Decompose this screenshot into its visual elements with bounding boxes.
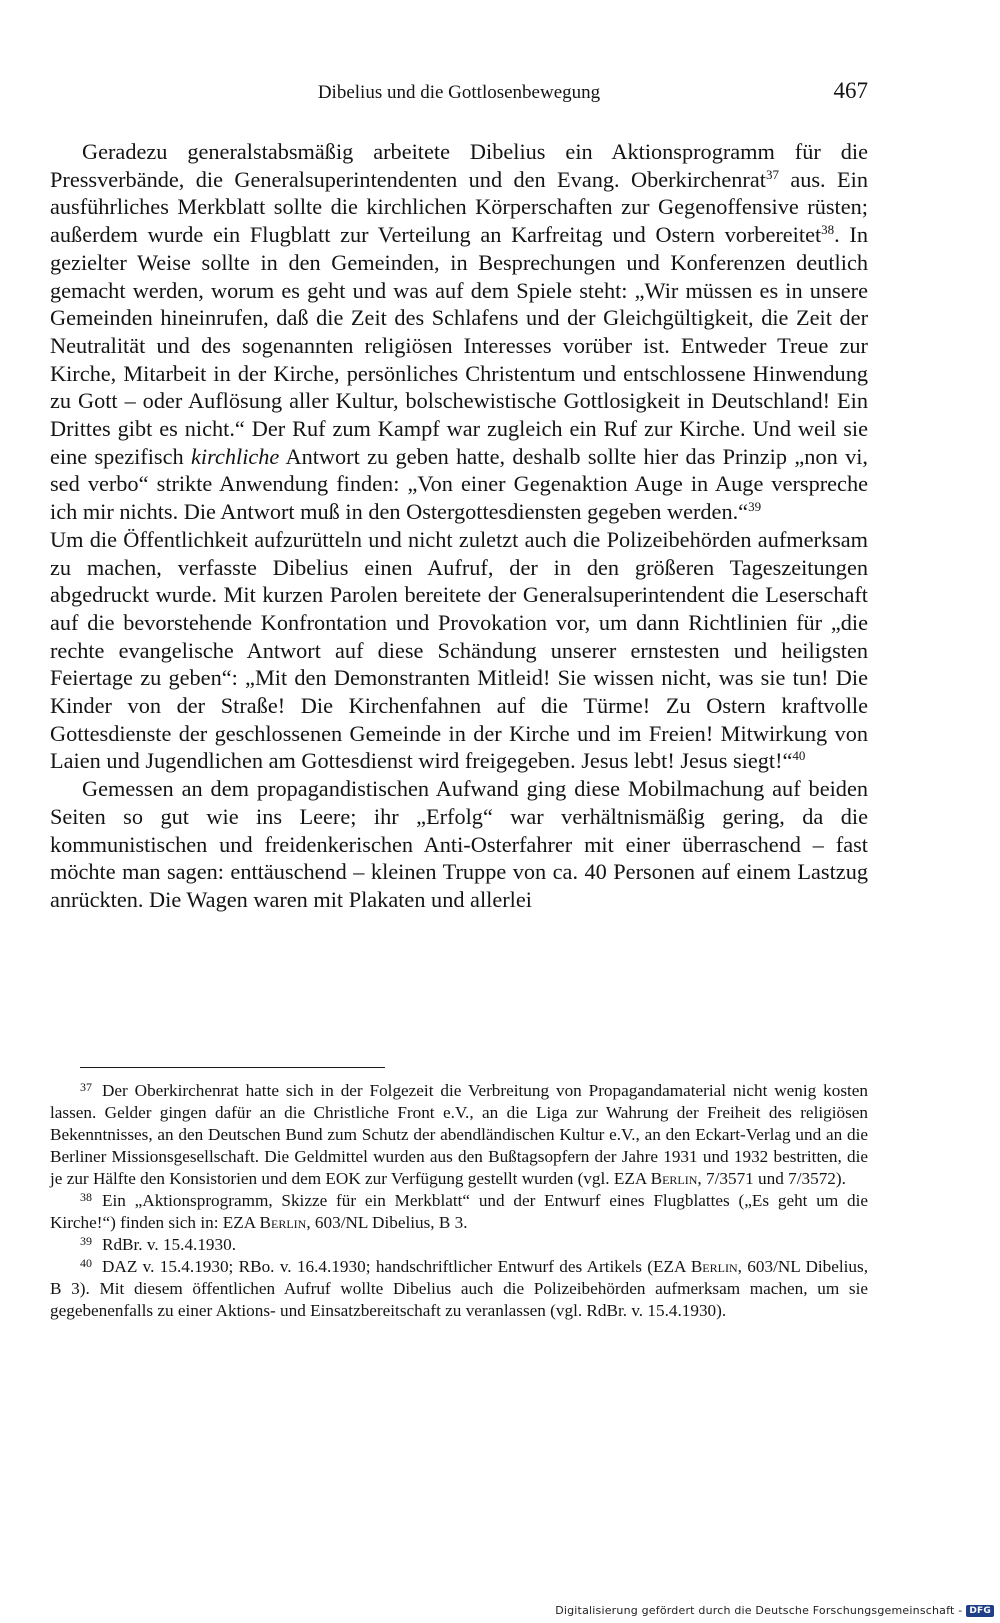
paragraph-2-text: Um die Öffentlichkeit aufzurütteln und nicht zuletzt auch die Polizeibehörden aufmerksam zu machen, verfasste Dibelius einen Aufruf, der in den größeren Tageszeitungen abgedruckt wurde. Mit kurzen Parolen bereitete der Generalsuperintendent die Leserschaft auf die bevorstehende Konfrontation und Provokation vor, um dann Richtlinien für „die rechte evangelische Antwort auf diese Schändung unserer ernstesten und heiligsten Feiertage zu geben“: „Mit den Demonstranten Mitleid! Sie wissen nicht, was sie tun! Die Kinder von der Straße! Die Kirchenfahnen auf die Türme! Zu Ostern kraftvolle Gottesdienste der geschlossenen Gemeinde in der Kirche und im Freien! Mitwirkung von Laien und Jugendlichen am Gottesdienst wird freigegeben. Jesus lebt! Jesus siegt!“ [50,526,868,774]
digitization-credit: Digitalisierung gefördert durch die Deutsche Forschungsgemeinschaft - [555,1604,963,1617]
footnotes [50,1080,868,1322]
footnote-37 [50,1080,868,1190]
footnote-ref-39: 39 [748,499,762,515]
small-caps-text: Berlin [650,1169,698,1188]
paragraph-1-text-a: Geradezu generalstabsmäßig arbeitete Dibelius ein Aktionsprogramm für die Pressverbände, die Generalsuperintendenten und den Evang. Oberkirchenrat [50,139,868,192]
paragraph-3: Gemessen an dem propagandistischen Aufwand ging diese Mobilmachung auf beiden Seiten so gut wie ins Leere; ihr „Erfolg“ war verhältnismäßig gering, da die kommunistischen und freidenkerischen Anti-Osterfahrer mit einer überraschend – fast möchte man sagen: enttäuschend – kleinen Truppe von ca. 40 Personen auf einem Lastzug anrückten. Die Wagen waren mit Plakaten und allerlei [50,776,868,912]
footnote-ref-40: 40 [792,748,806,764]
footnote-number: 40 [80,1256,92,1270]
small-caps-text: Berlin [690,1257,738,1276]
footnote-number: 38 [80,1190,92,1204]
footnote-40 [50,1256,868,1322]
footnote-number: 39 [80,1234,92,1248]
footnote-text: Der Oberkirchenrat hatte sich in der Folgezeit die Verbreitung von Propagandamaterial nicht wenig kosten lassen. Gelder gingen dafür an die Christliche Front e.V., an die Liga zur Wahrung der Freiheit des religiösen Bekenntnisses, an den Deutschen Bund zum Schutz der abendländischen Kultur e.V., an den Eckart-Verlag und an die Berliner Missionsgesellschaft. Die Geldmittel wurden aus den Bußtagsopfern der Jahre 1931 und 1932 bestritten, die je zur Hälfte den Konsistorien und dem EOK zur Verfügung gestellt wurden (vgl. EZA [50,1081,868,1188]
paragraph-1-text-d: Antwort zu geben hatte, deshalb sollte hier das Prinzip „non vi, sed verbo“ strikte Anwendung finden: „Von einer Gegenaktion Auge in Auge verspreche ich mir nichts. Die Antwort muß in den Ostergottesdiensten gegeben werden.“ [50,443,868,525]
footnote-38 [50,1190,868,1234]
page-number: 467 [833,78,868,103]
italic-emphasis: kirchliche [191,443,280,469]
footnote-ref-38: 38 [821,222,835,238]
footnote-text-tail: , 7/3571 und 7/3572). [697,1169,846,1188]
footnote-text: DAZ v. 15.4.1930; RBo. v. 16.4.1930; handschriftlicher Entwurf des Artikels (EZA [102,1257,691,1276]
footnote-ref-37: 37 [765,166,779,182]
footnote-separator [80,1067,385,1068]
body-text [50,138,868,914]
footnote-text: RdBr. v. 15.4.1930. [102,1235,237,1254]
page-header [50,78,868,112]
footnote-39 [50,1234,868,1256]
paragraph-1-text-b: aus. Ein ausführliches Merkblatt sollte die kirchlichen Körperschaften zur Gegenoffensive rüsten; außerdem wurde ein Flugblatt zur Verteilung an Karfreitag und Ostern vorbereitet [50,166,868,248]
footnote-text-tail: , 603/NL Dibelius, B 3). Mit diesem öffentlichen Aufruf wollte Dibelius auch die Polizeibehörden aufmerksam machen, um sie gegebenenfalls zu einer Aktions- und Einsatzbereitschaft zu veranlassen (vgl. RdBr. v. 15.4.1930). [50,1257,868,1320]
dfg-logo: DFG [966,1605,994,1617]
paragraph-2 [50,526,868,775]
digitization-banner [555,1604,994,1617]
running-title: Dibelius und die Gottlosenbewegung [317,82,601,103]
small-caps-text: Berlin [259,1213,307,1232]
footnote-number: 37 [80,1080,92,1094]
paragraph-1-text-c: . In gezielter Weise sollte in den Gemeinden, in Besprechungen und Konferenzen deutlich gemacht werden, worum es geht und was auf dem Spiele steht: „Wir müssen es in unsere Gemeinden hineinrufen, daß die Zeit des Schlafens und der Gleichgültigkeit, die Zeit der Neutralität und des sogenannten religiösen Interesses vorüber ist. Entweder Treue zur Kirche, Mitarbeit in der Kirche, persönliches Christentum und entschlossene Hinwendung zu Gott – oder Auflösung aller Kultur, bolschewistische Gottlosigkeit in Deutschland! Ein Drittes gibt es nicht.“ Der Ruf zum Kampf war zugleich ein Ruf zur Kirche. Und weil sie eine spezifisch [50,222,868,469]
paragraph-1 [50,138,868,526]
footnote-text-tail: , 603/NL Dibelius, B 3. [306,1213,468,1232]
footnote-text: Ein „Aktionsprogramm, Skizze für ein Merkblatt“ und der Entwurf eines Flugblattes („Es geht um die Kirche!“) finden sich in: EZA [50,1191,868,1232]
